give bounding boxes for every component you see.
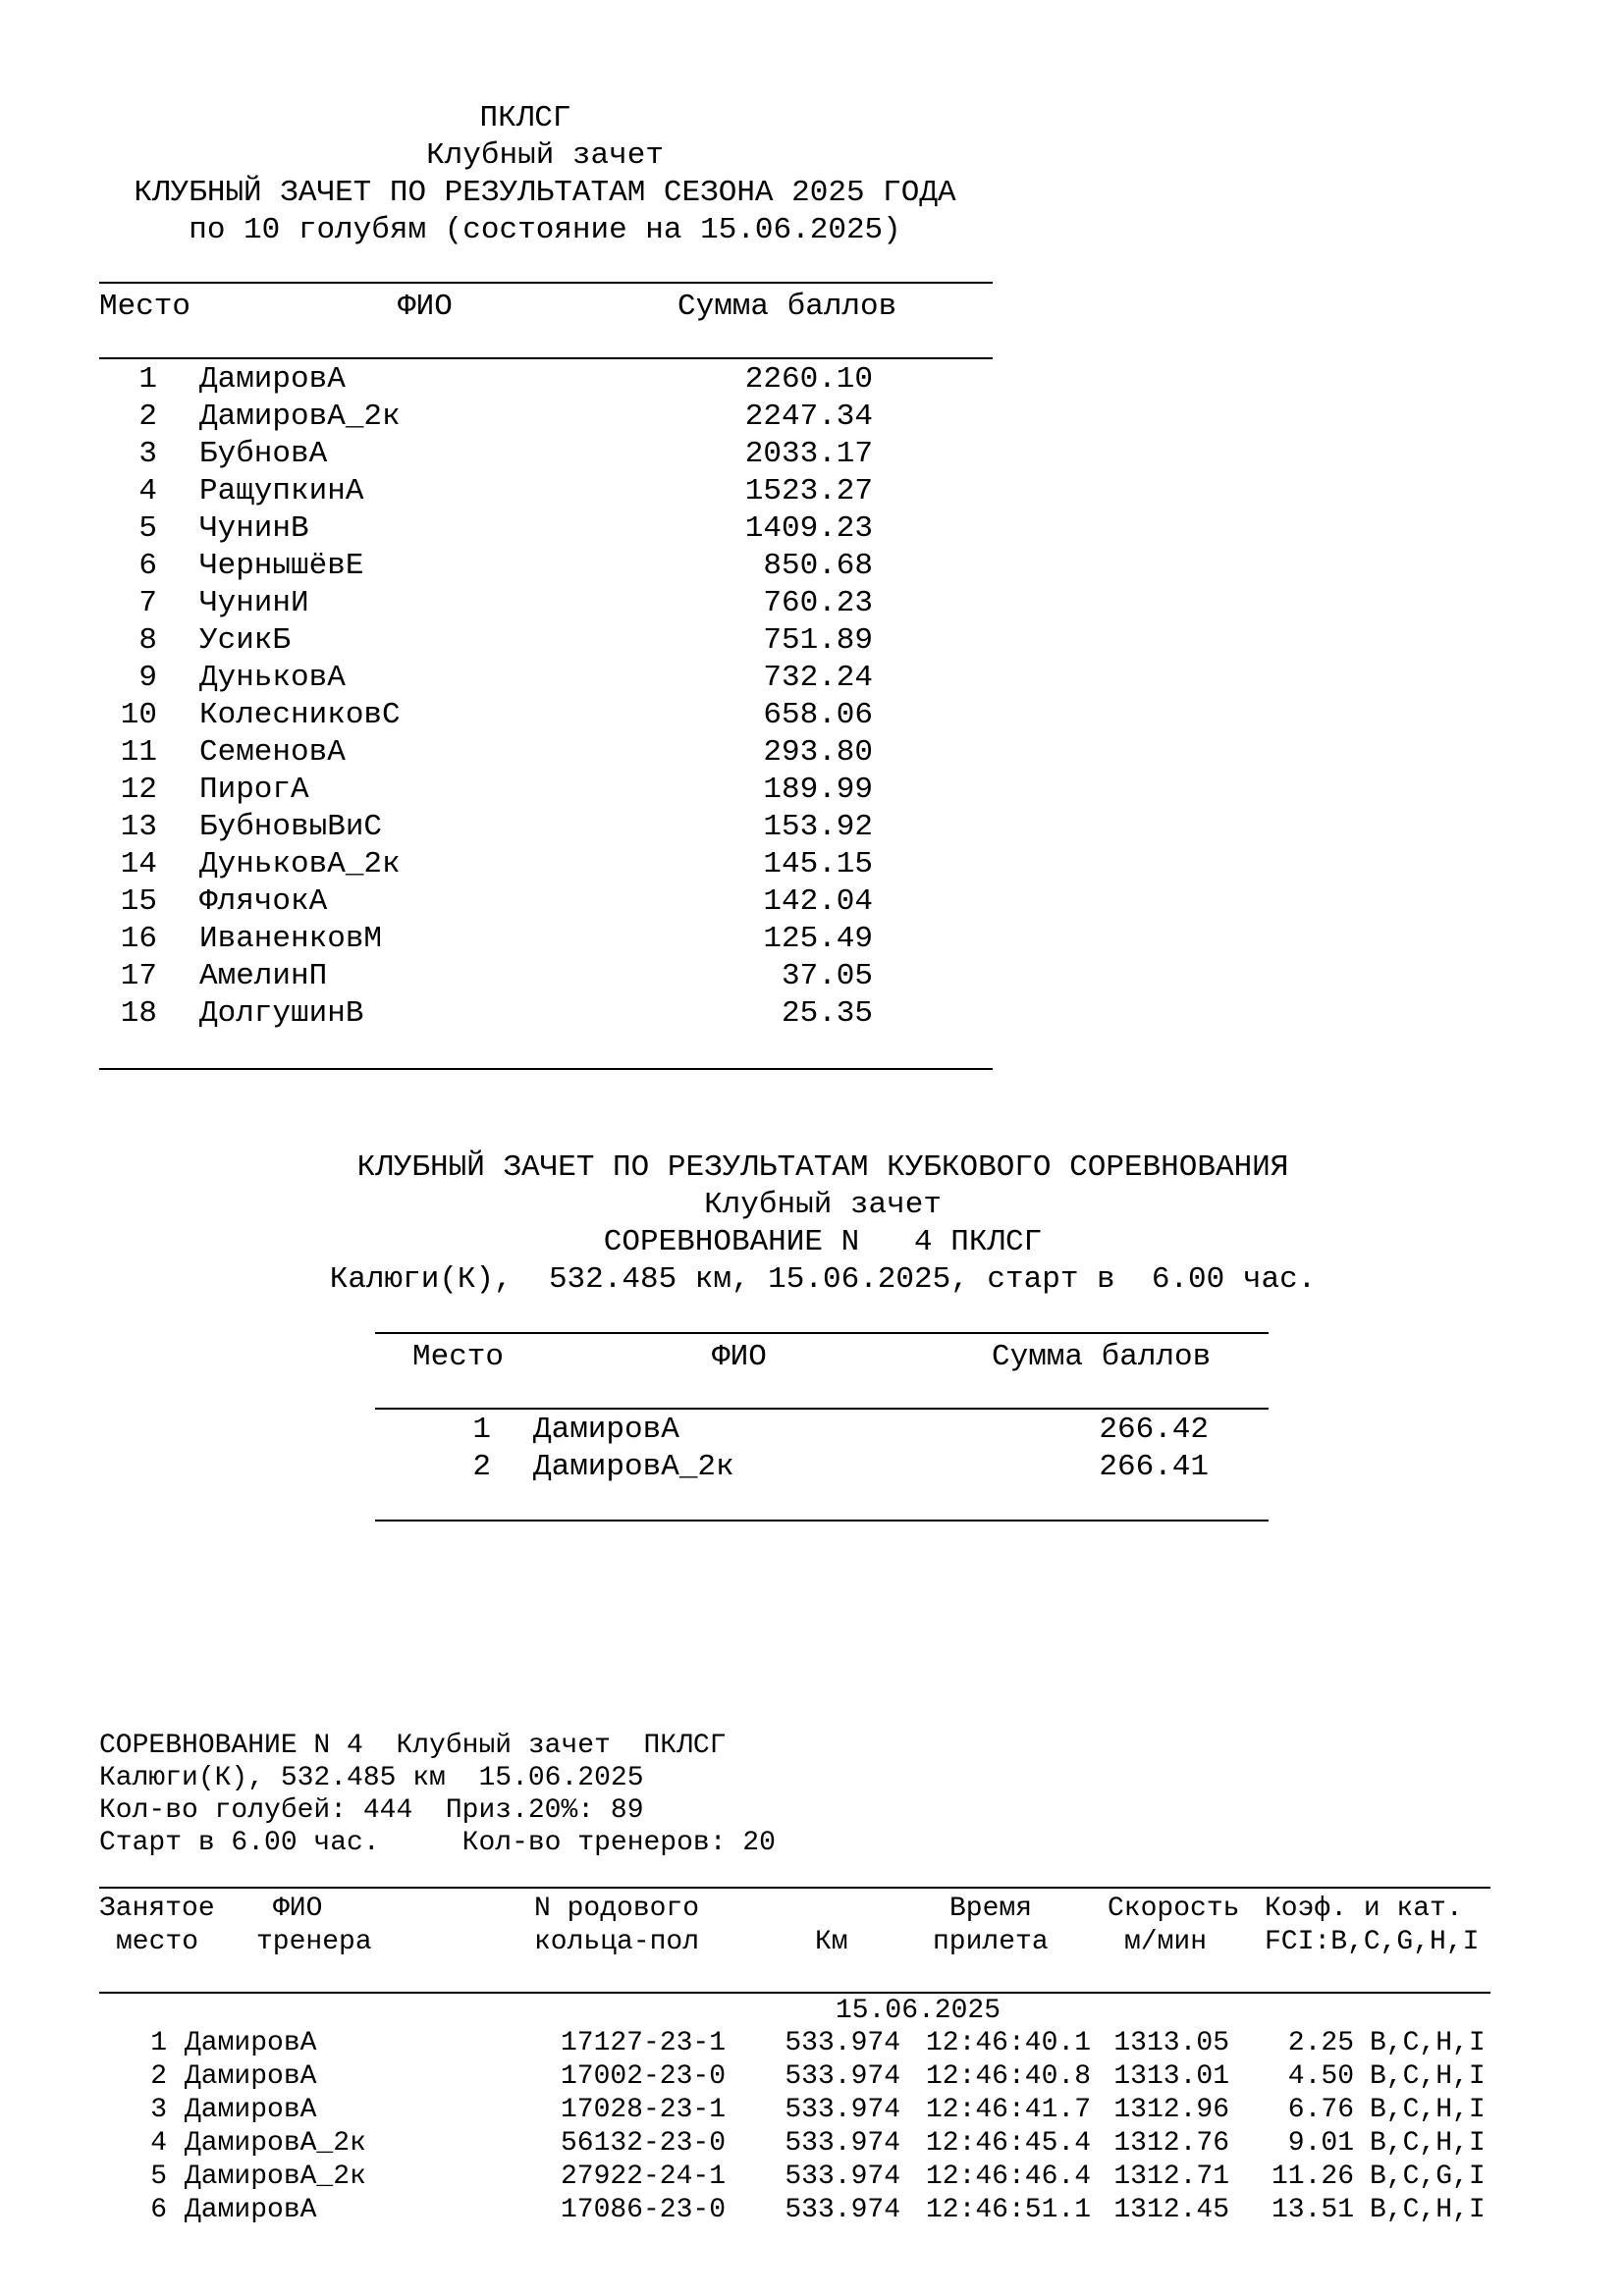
col-speed-header-2: м/мин	[1124, 1927, 1208, 1957]
row-name: ЧернышёвЕ	[199, 549, 364, 583]
row-place: 13	[120, 810, 157, 844]
row-name: ДуньковА_2к	[199, 847, 401, 881]
row-speed: 1313.01	[1113, 2061, 1229, 2092]
row-place: 7	[138, 586, 157, 620]
row-name: ДамировА_2к	[185, 2162, 366, 2192]
row-name: УсикБ	[199, 623, 292, 658]
col-name-header: ФИО	[398, 290, 453, 324]
divider	[99, 1068, 993, 1070]
row-coef: 11.26	[1271, 2162, 1354, 2192]
row-name: АмелинП	[199, 959, 328, 993]
cup-title: КЛУБНЫЙ ЗАЧЕТ ПО РЕЗУЛЬТАТАМ КУБКОВОГО СОРЕВНОВАНИЯ	[356, 1150, 1289, 1185]
col-score-header: Сумма баллов	[677, 290, 897, 324]
race-date: 15.06.2025	[835, 1996, 1001, 2026]
cup-col-name-header: ФИО	[712, 1340, 767, 1374]
row-place: 14	[120, 847, 157, 881]
row-name: ЧунинВ	[199, 511, 309, 546]
row-place: 2	[138, 400, 157, 434]
row-score: 153.92	[763, 810, 873, 844]
row-place: 10	[120, 698, 157, 732]
col-coef-header-2: FCI:B,C,G,H,I	[1265, 1927, 1480, 1957]
row-category: B,C,H,I	[1370, 2128, 1486, 2159]
row-score: 2260.10	[744, 362, 873, 397]
row-place: 16	[120, 922, 157, 956]
divider	[99, 1887, 1490, 1889]
row-category: B,C,H,I	[1370, 2095, 1486, 2125]
row-score: 658.06	[763, 698, 873, 732]
row-time: 12:46:45.4	[925, 2128, 1091, 2159]
race-info-line: Кол-во голубей: 444 Приз.20%: 89	[99, 1795, 644, 1826]
cup-competition: СОРЕВНОВАНИЕ N 4 ПКЛСГ	[603, 1225, 1043, 1259]
col-name-header-2: тренера	[256, 1927, 372, 1957]
row-place: 4	[138, 474, 157, 508]
row-time: 12:46:40.1	[925, 2028, 1091, 2058]
row-ring: 17028-23-1	[560, 2095, 726, 2125]
season-org-title: ПКЛСГ	[479, 101, 571, 135]
row-name: ДамировА	[185, 2028, 317, 2058]
cup-col-score-header: Сумма баллов	[992, 1340, 1212, 1374]
row-coef: 13.51	[1271, 2195, 1354, 2225]
divider	[99, 282, 993, 284]
row-place: 2	[150, 2061, 167, 2092]
row-name: КолесниковС	[199, 698, 401, 732]
divider	[99, 357, 993, 359]
row-place: 11	[120, 735, 157, 770]
row-score: 145.15	[763, 847, 873, 881]
row-place: 4	[150, 2128, 167, 2159]
row-coef: 2.25	[1287, 2028, 1354, 2058]
row-name: ДамировА_2к	[533, 1450, 734, 1484]
col-time-header-2: прилета	[933, 1927, 1049, 1957]
row-name: ЧунинИ	[199, 586, 309, 620]
row-speed: 1312.96	[1113, 2095, 1229, 2125]
row-place: 3	[150, 2095, 167, 2125]
row-km: 533.974	[785, 2028, 900, 2058]
row-coef: 4.50	[1287, 2061, 1354, 2092]
row-score: 37.05	[781, 959, 873, 993]
row-speed: 1313.05	[1113, 2028, 1229, 2058]
row-place: 6	[150, 2195, 167, 2225]
col-ring-header: N родового	[534, 1894, 700, 1924]
row-category: B,C,H,I	[1370, 2195, 1486, 2225]
row-place: 17	[120, 959, 157, 993]
row-name: ДамировА	[533, 1413, 679, 1447]
cup-col-place-header: Место	[412, 1340, 505, 1374]
row-score: 751.89	[763, 623, 873, 658]
row-category: B,C,G,I	[1370, 2162, 1486, 2192]
season-subtitle-state: по 10 голубям (состояние на 15.06.2025)	[189, 213, 901, 247]
row-name: ИваненковМ	[199, 922, 383, 956]
row-place: 18	[120, 996, 157, 1031]
season-subtitle: Клубный зачет	[426, 138, 664, 173]
row-km: 533.974	[785, 2195, 900, 2225]
row-score: 1523.27	[744, 474, 873, 508]
row-score: 732.24	[763, 661, 873, 695]
row-score: 2033.17	[744, 437, 873, 471]
row-score: 850.68	[763, 549, 873, 583]
row-score: 293.80	[763, 735, 873, 770]
row-ring: 56132-23-0	[560, 2128, 726, 2159]
row-name: ДамировА	[199, 362, 346, 397]
row-speed: 1312.45	[1113, 2195, 1229, 2225]
race-info-line: СОРЕВНОВАНИЕ N 4 Клубный зачет ПКЛСГ	[99, 1731, 727, 1761]
row-place: 2	[472, 1450, 491, 1484]
row-place: 5	[150, 2162, 167, 2192]
row-name: ФлячокА	[199, 884, 328, 919]
row-time: 12:46:46.4	[925, 2162, 1091, 2192]
row-ring: 17127-23-1	[560, 2028, 726, 2058]
row-name: ПирогА	[199, 773, 309, 807]
row-place: 9	[138, 661, 157, 695]
row-name: ДуньковА	[199, 661, 346, 695]
col-place-header: Место	[99, 290, 191, 324]
race-info-line: Старт в 6.00 час. Кол-во тренеров: 20	[99, 1828, 776, 1858]
col-place-header-2: место	[116, 1927, 199, 1957]
row-place: 6	[138, 549, 157, 583]
row-speed: 1312.71	[1113, 2162, 1229, 2192]
row-ring: 27922-24-1	[560, 2162, 726, 2192]
row-km: 533.974	[785, 2162, 900, 2192]
row-score: 760.23	[763, 586, 873, 620]
row-place: 3	[138, 437, 157, 471]
row-ring: 17002-23-0	[560, 2061, 726, 2092]
row-place: 1	[150, 2028, 167, 2058]
row-place: 1	[138, 362, 157, 397]
row-coef: 6.76	[1287, 2095, 1354, 2125]
row-coef: 9.01	[1287, 2128, 1354, 2159]
row-name: БубновА	[199, 437, 328, 471]
row-score: 1409.23	[744, 511, 873, 546]
row-score: 266.41	[1099, 1450, 1209, 1484]
row-time: 12:46:51.1	[925, 2195, 1091, 2225]
row-name: ДолгушинВ	[199, 996, 364, 1031]
row-name: ДамировА	[185, 2195, 317, 2225]
row-place: 12	[120, 773, 157, 807]
row-score: 142.04	[763, 884, 873, 919]
col-time-header: Время	[949, 1894, 1033, 1924]
row-place: 1	[472, 1413, 491, 1447]
row-km: 533.974	[785, 2061, 900, 2092]
row-speed: 1312.76	[1113, 2128, 1229, 2159]
row-ring: 17086-23-0	[560, 2195, 726, 2225]
divider	[375, 1520, 1269, 1522]
row-name: ДамировА	[185, 2061, 317, 2092]
col-ring-header-2: кольца-пол	[534, 1927, 700, 1957]
divider	[375, 1408, 1269, 1410]
divider	[99, 1992, 1490, 1994]
row-score: 2247.34	[744, 400, 873, 434]
cup-subtitle: Клубный зачет	[704, 1188, 942, 1222]
season-title: КЛУБНЫЙ ЗАЧЕТ ПО РЕЗУЛЬТАТАМ СЕЗОНА 2025 ГОДА	[134, 176, 956, 210]
row-name: РащупкинА	[199, 474, 364, 508]
divider	[375, 1332, 1269, 1334]
row-name: ДамировА_2к	[199, 400, 401, 434]
row-place: 8	[138, 623, 157, 658]
row-km: 533.974	[785, 2128, 900, 2159]
col-km-header: Км	[815, 1927, 848, 1957]
row-score: 266.42	[1099, 1413, 1209, 1447]
race-info-line: Калюги(К), 532.485 км 15.06.2025	[99, 1763, 644, 1793]
row-name: БубновыВиС	[199, 810, 383, 844]
row-name: ДамировА	[185, 2095, 317, 2125]
row-time: 12:46:40.8	[925, 2061, 1091, 2092]
row-name: ДамировА_2к	[185, 2128, 366, 2159]
row-km: 533.974	[785, 2095, 900, 2125]
row-place: 15	[120, 884, 157, 919]
row-score: 25.35	[781, 996, 873, 1031]
row-category: B,C,H,I	[1370, 2028, 1486, 2058]
cup-details: Калюги(К), 532.485 км, 15.06.2025, старт в 6.00 час.	[329, 1262, 1317, 1297]
col-name-header: ФИО	[273, 1894, 323, 1924]
row-category: B,C,H,I	[1370, 2061, 1486, 2092]
row-name: СеменовА	[199, 735, 346, 770]
row-score: 125.49	[763, 922, 873, 956]
col-speed-header: Скорость	[1108, 1894, 1240, 1924]
row-time: 12:46:41.7	[925, 2095, 1091, 2125]
col-coef-header: Коэф. и кат.	[1265, 1894, 1463, 1924]
col-place-header: Занятое	[99, 1894, 215, 1924]
row-place: 5	[138, 511, 157, 546]
row-score: 189.99	[763, 773, 873, 807]
